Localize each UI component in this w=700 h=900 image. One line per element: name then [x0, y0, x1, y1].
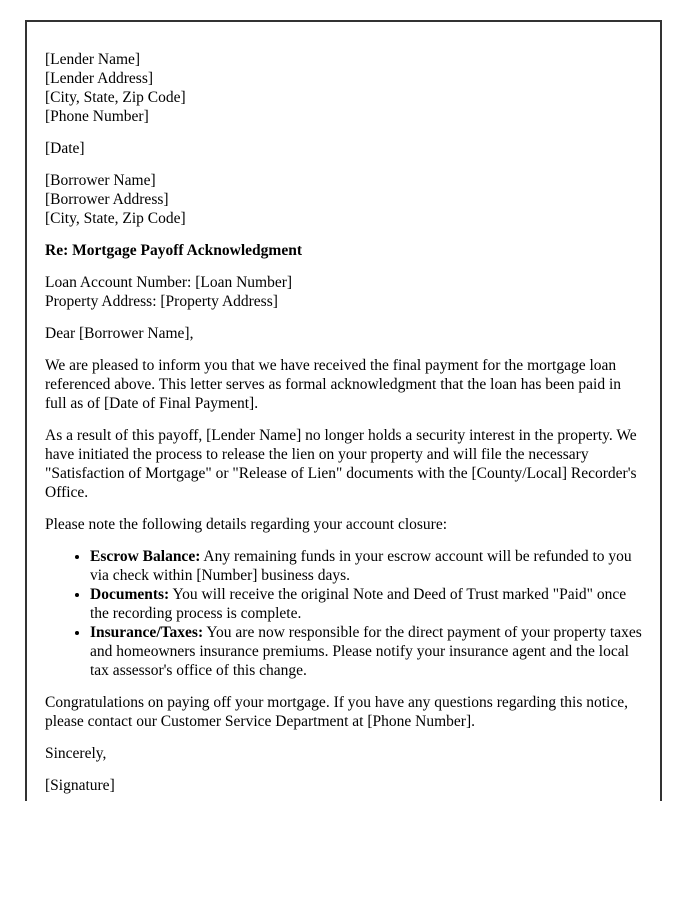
- recipient-city-state-zip: [City, State, Zip Code]: [45, 210, 186, 227]
- list-item-documents: [90, 585, 645, 623]
- sign-off: Sincerely,: [45, 745, 107, 762]
- loan-account-line: Loan Account Number: [Loan Number]: [45, 274, 293, 291]
- bullet-text-documents: You will receive the original Note and Deed of Trust marked "Paid" once the recording process is complete.: [90, 586, 627, 622]
- bullet-text-escrow-balance: Any remaining funds in your escrow account will be refunded to you via check within [Number] business days.: [90, 548, 632, 584]
- paragraph-details-intro: Please note the following details regarding your account closure:: [45, 516, 448, 533]
- recipient-address-block: [45, 171, 645, 228]
- bullet-label-escrow-balance: Escrow Balance:: [90, 548, 201, 565]
- letter-page: [25, 20, 662, 801]
- sender-address-block: [45, 50, 645, 126]
- bullet-label-insurance-taxes: Insurance/Taxes:: [90, 624, 204, 641]
- sender-city-state-zip: [City, State, Zip Code]: [45, 89, 186, 106]
- recipient-name: [Borrower Name]: [45, 172, 156, 189]
- paragraph-payment-received: We are pleased to inform you that we have received the final payment for the mortgage loan referenced above. This letter serves as formal acknowledgment that the loan has been paid in full as of [Date of Final Payment].: [45, 357, 622, 412]
- reference-block: [45, 273, 645, 311]
- bullet-label-documents: Documents:: [90, 586, 170, 603]
- list-item-insurance-taxes: [90, 623, 645, 680]
- salutation: Dear [Borrower Name],: [45, 325, 194, 342]
- sender-name: [Lender Name]: [45, 51, 141, 68]
- list-item-escrow-balance: [90, 547, 645, 585]
- date-line: [Date]: [45, 140, 85, 157]
- account-closure-list: [45, 547, 645, 680]
- paragraph-lien-release: As a result of this payoff, [Lender Name] no longer holds a security interest in the property. We have initiated the process to release the lien on your property and will file the necessary "Satisfaction of Mortgage" or "Release of Lien" documents with the [County/Local] Recorder's Office.: [45, 427, 637, 501]
- recipient-address: [Borrower Address]: [45, 191, 169, 208]
- property-address-line: Property Address: [Property Address]: [45, 293, 278, 310]
- sender-address: [Lender Address]: [45, 70, 154, 87]
- sender-phone: [Phone Number]: [45, 108, 149, 125]
- bullet-text-insurance-taxes: You are now responsible for the direct payment of your property taxes and homeowners insurance premiums. Please notify your insurance agent and the local tax assessor's office of this change.: [90, 624, 642, 679]
- signature-placeholder: [Signature]: [45, 777, 115, 794]
- subject-line: Re: Mortgage Payoff Acknowledgment: [45, 242, 302, 259]
- paragraph-closing: Congratulations on paying off your mortgage. If you have any questions regarding this notice, please contact our Customer Service Department at [Phone Number].: [45, 694, 628, 730]
